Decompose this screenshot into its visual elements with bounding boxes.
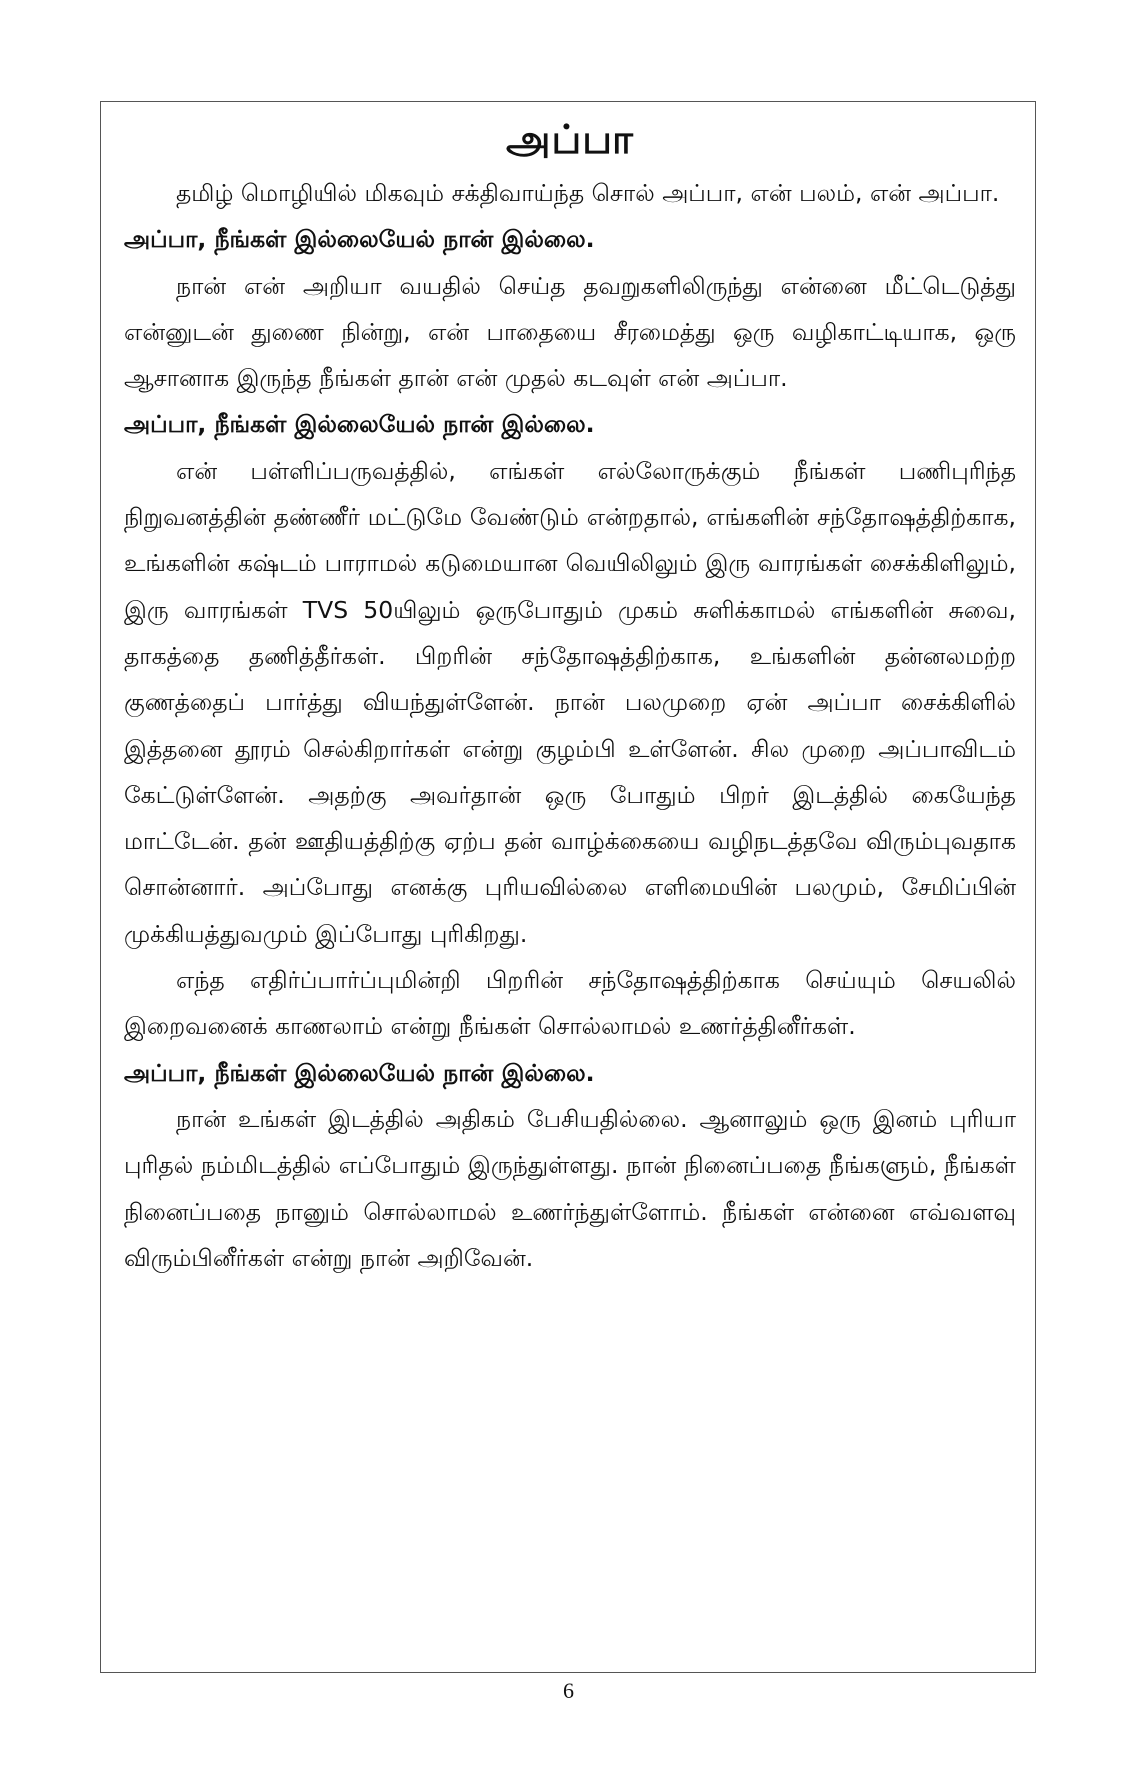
paragraph-selfless: எந்த எதிர்ப்பார்ப்புமின்றி பிறரின் சந்தோஷத்திற்காக செய்யும் செயலில் இறைவனைக் காணலாம் என்று நீங்கள் சொல்லாமல் உணர்த்தினீர்கள்.	[124, 966, 1016, 1041]
refrain-line: அப்பா, நீங்கள் இல்லையேல் நான் இல்லை.	[124, 225, 595, 254]
paragraph-school-days: என் பள்ளிப்பருவத்தில், எங்கள் எல்லோருக்கும் நீங்கள் பணிபுரிந்த நிறுவனத்தின் தண்ணீர் மட்டுமே வேண்டும் என்றதால், எங்களின் சந்தோஷத்திற்காக, உங்களின் கஷ்டம் பாராமல் கடுமையான வெயிலிலும் இரு வாரங்கள் சைக்கிளிலும், இரு வாரங்கள் TVS 50யிலும் ஒருபோதும் முகம் சுளிக்காமல் எங்களின் சுவை, தாகத்தை தணித்தீர்கள். பிறரின் சந்தோஷத்திற்காக, உங்களின் தன்னலமற்ற குணத்தைப் பார்த்து வியந்துள்ளேன். நான் பலமுறை ஏன் அப்பா சைக்கிளில் இத்தனை தூரம் செல்கிறார்கள் என்று குழம்பி உள்ளேன். சில முறை அப்பாவிடம் கேட்டுள்ளேன். அதற்கு அவர்தான் ஒரு போதும் பிறர் இடத்தில் கையேந்த மாட்டேன். தன் ஊதியத்திற்கு ஏற்ப தன் வாழ்க்கையை வழிநடத்தவே விரும்புவதாக சொன்னார். அப்போது எனக்கு புரியவில்லை எளிமையின் பலமும், சேமிப்பின் முக்கியத்துவமும் இப்போது புரிகிறது.	[124, 456, 1016, 948]
paragraph-guide: நான் என் அறியா வயதில் செய்த தவறுகளிலிருந்து என்னை மீட்டெடுத்து என்னுடன் துணை நின்று, என் பாதையை சீரமைத்து ஒரு வழிகாட்டியாக, ஒரு ஆசானாக இருந்த நீங்கள் தான் என் முதல் கடவுள் என் அப்பா.	[124, 271, 1016, 393]
article-body	[124, 110, 1016, 1281]
paragraph-understanding: நான் உங்கள் இடத்தில் அதிகம் பேசியதில்லை. ஆனாலும் ஒரு இனம் புரியா புரிதல் நம்மிடத்தில் எப்போதும் இருந்துள்ளது. நான் நினைப்பதை நீங்களும், நீங்கள் நினைப்பதை நானும் சொல்லாமல் உணர்ந்துள்ளோம். நீங்கள் என்னை எவ்வளவு விரும்பினீர்கள் என்று நான் அறிவேன்.	[124, 1104, 1016, 1272]
page-title: அப்பா	[506, 117, 634, 163]
refrain-line: அப்பா, நீங்கள் இல்லையேல் நான் இல்லை.	[124, 1058, 595, 1087]
paragraph-intro: தமிழ் மொழியில் மிகவும் சக்திவாய்ந்த சொல் அப்பா, என் பலம், என் அப்பா.	[176, 179, 1000, 207]
page-number: 6	[563, 1678, 574, 1703]
refrain-line: அப்பா, நீங்கள் இல்லையேல் நான் இல்லை.	[124, 410, 595, 439]
